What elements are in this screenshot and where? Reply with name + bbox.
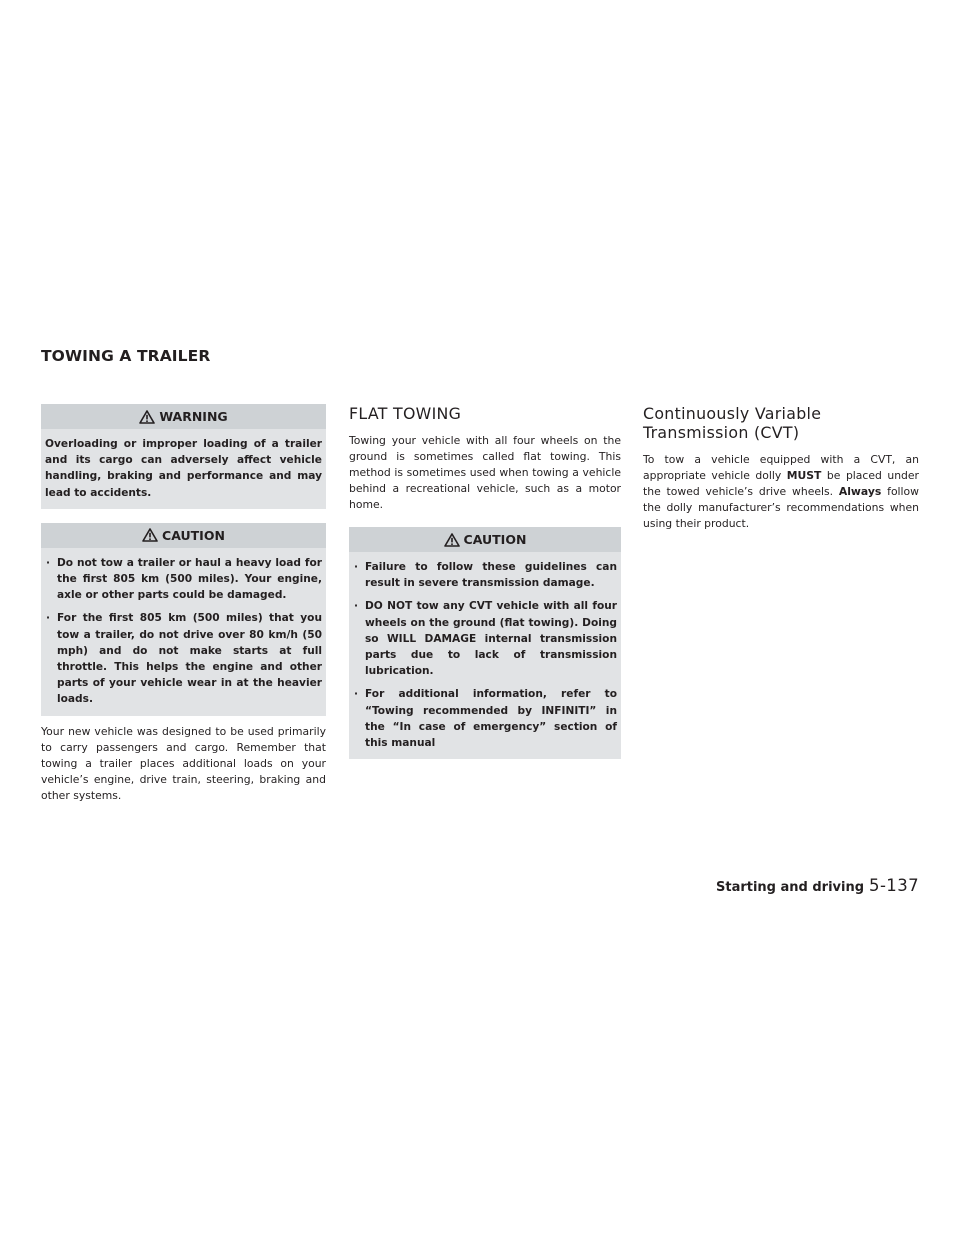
flat-towing-heading: FLAT TOWING: [349, 404, 462, 423]
footer-section-title: Starting and driving: [716, 880, 865, 895]
page-footer: [716, 876, 919, 895]
warning-box: [41, 404, 326, 509]
column-3: [643, 404, 919, 532]
column-1: [41, 404, 326, 804]
caution-item: · Failure to follow these guidelines can result in severe transmission damage.: [353, 559, 617, 591]
warning-heading: WARNING: [159, 409, 228, 424]
caution-header-1: [41, 523, 326, 548]
cvt-text-1: To tow a vehicle equipped with a CVT, an appropriate vehicle dolly: [643, 453, 919, 482]
page-number: 5-137: [869, 876, 919, 895]
caution-triangle-icon: [142, 528, 158, 542]
cvt-heading: Continuously Variable Transmission (CVT): [643, 404, 822, 442]
caution-item: · For the first 805 km (500 miles) that you tow a trailer, do not drive over 80 km/h (50 mph) and do not make starts at full throttle. This helps the engine and other parts of your vehicle wear in at the heavier loads.: [45, 610, 322, 707]
cvt-bold-must: MUST: [786, 469, 822, 482]
warning-body: [41, 429, 326, 509]
cvt-text-2: be placed under the towed vehicle’s drive wheels.: [643, 469, 919, 498]
caution-list-1: [45, 555, 322, 708]
section-title: TOWING A TRAILER: [41, 347, 211, 365]
caution-box-1: [41, 523, 326, 716]
caution-header-2: [349, 527, 621, 552]
warning-header: [41, 404, 326, 429]
caution-body-2: [349, 552, 621, 759]
caution-item: · Do not tow a trailer or haul a heavy load for the first 805 km (500 miles). Your engine, axle or other parts could be damaged.: [45, 555, 322, 604]
cvt-paragraph: [643, 452, 919, 532]
caution-item: · DO NOT tow any CVT vehicle with all four wheels on the ground (flat towing). Doing so WILL DAMAGE internal transmission parts due to lack of transmission lubrication.: [353, 598, 617, 679]
caution-body-1: [41, 548, 326, 716]
column-2: [349, 404, 621, 759]
cvt-text-3: follow the dolly manufacturer’s recommendations when using their product.: [643, 485, 919, 530]
trailer-paragraph: Your new vehicle was designed to be used primarily to carry passengers and cargo. Remember that towing a trailer places additional loads on your vehicle’s engine, drive train, steering, braking and other systems.: [41, 724, 326, 802]
warning-text: Overloading or improper loading of a trailer and its cargo can adversely affect vehicle handling, braking and performance and may lead to accidents.: [45, 438, 322, 499]
cvt-bold-always: Always: [838, 485, 882, 498]
caution-box-2: [349, 527, 621, 759]
caution-heading-1: CAUTION: [162, 527, 225, 543]
flat-towing-paragraph: Towing your vehicle with all four wheels on the ground is sometimes called flat towing. This method is sometimes used when towing a vehicle behind a recreational vehicle, such as a motor home.: [349, 434, 621, 511]
caution-list-2: [353, 559, 617, 751]
caution-triangle-icon: [444, 533, 460, 547]
caution-item: · For additional information, refer to “Towing recommended by INFINITI” in the “In case of emergency” section of this manual: [353, 686, 617, 751]
warning-triangle-icon: [139, 410, 155, 424]
caution-heading-2: CAUTION: [463, 532, 527, 547]
